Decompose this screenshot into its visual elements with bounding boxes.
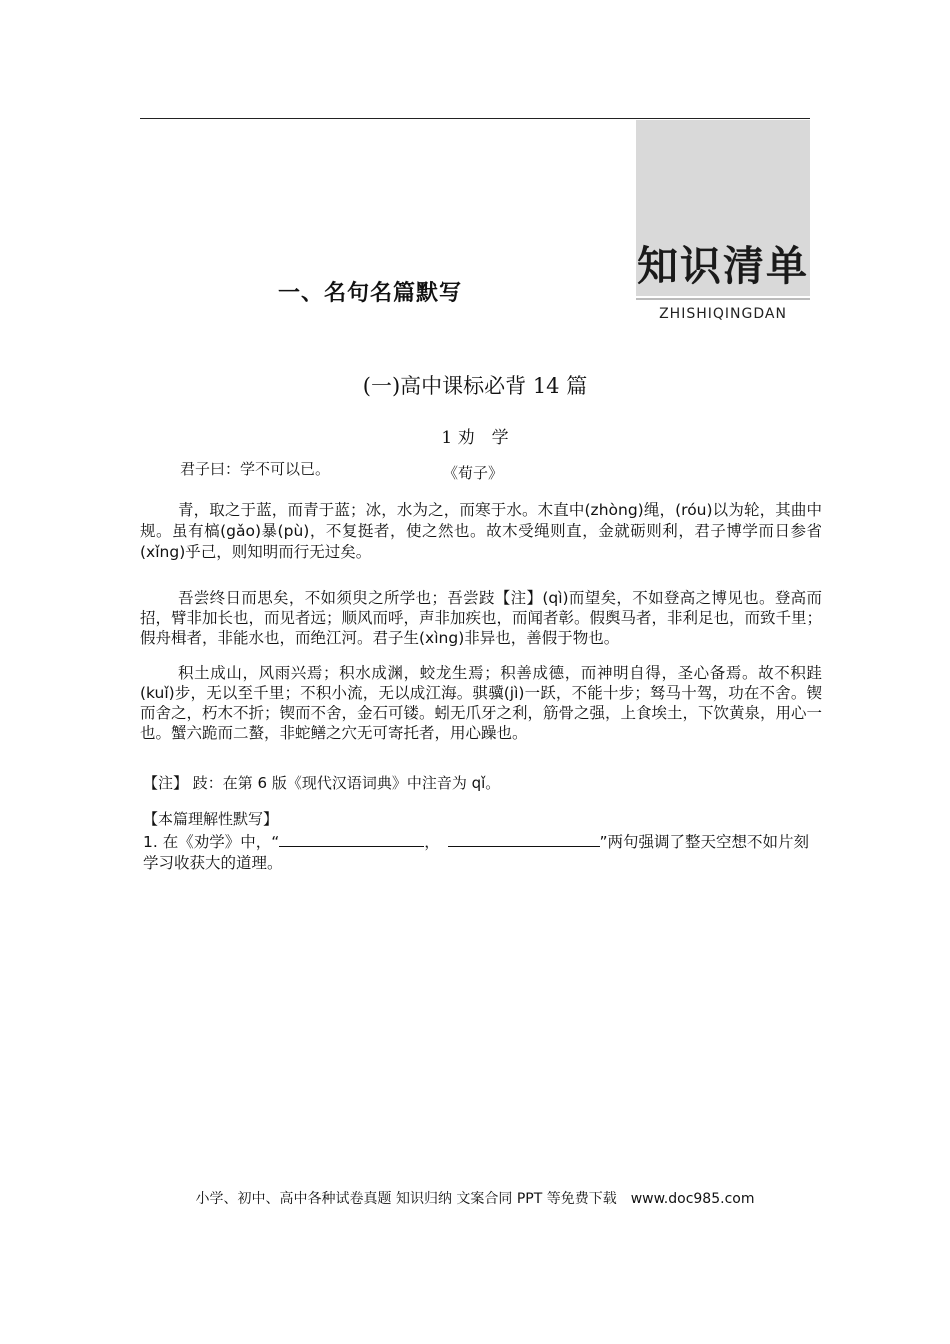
exercise-heading: 【本篇理解性默写】 [143, 810, 279, 828]
paragraph-3: 积土成山，风雨兴焉；积水成渊，蛟龙生焉；积善成德，而神明自得，圣心备焉。故不积跬(kuǐ)步，无以至千里；不积小流，无以成江海。骐骥(jì)一跃，不能十步；驽马十驾，功在不舍。锲而舍之，朽木不折；锲而不舍，金石可镂。蚓无爪牙之利，筋骨之强，上食埃土，下饮黄泉，用心一也。蟹六跪而二螯，非蛇鳝之穴无可寄托者，用心躁也。 [140, 664, 823, 742]
badge-divider [636, 298, 810, 300]
question-prefix: 1. 在《劝学》中，“ [143, 833, 280, 851]
paragraph-2: 吾尝终日而思矣，不如须臾之所学也；吾尝跂【注】(qì)而望矣，不如登高之博见也。登高而招，臂非加长也，而见者远；顺风而呼，声非加疾也，而闻者彰。假舆马者，非利足也，而致千里；假舟楫者，非能水也，而绝江河。君子生(xìng)非异也，善假于物也。 [140, 589, 823, 647]
section-title: 一、名句名篇默写 [278, 280, 463, 306]
annotation-note: 【注】 跂：在第 6 版《现代汉语词典》中注音为 qǐ。 [143, 774, 501, 792]
answer-blank-2[interactable] [448, 832, 600, 847]
opening-line: 君子曰：学不可以已。 [180, 460, 331, 478]
badge-subtitle: ZHISHIQINGDAN [659, 306, 787, 322]
header-badge [636, 120, 810, 296]
answer-blank-1[interactable] [279, 832, 424, 847]
question-1 [143, 832, 813, 874]
badge-title: 知识清单 [637, 242, 809, 290]
author: 《荀子》 [443, 464, 504, 482]
subsection-title: (一)高中课标必背 14 篇 [362, 374, 588, 398]
poem-title: 1 劝 学 [441, 428, 509, 448]
top-rule [140, 118, 810, 119]
question-suffix: ”两句强调了整天空想不如片刻学习收获大的道理。 [143, 833, 810, 872]
page-footer: 小学、初中、高中各种试卷真题 知识归纳 文案合同 PPT 等免费下载 www.doc985.com [195, 1191, 755, 1207]
paragraph-1: 青，取之于蓝，而青于蓝；冰，水为之，而寒于水。木直中(zhòng)绳，(róu)以为轮，其曲中规。虽有槁(gǎo)暴(pù)，不复挺者，使之然也。故木受绳则直，金就砺则利，君子博学而日参省(xǐng)乎己，则知明而行无过矣。 [140, 501, 822, 561]
question-separator: ， [424, 833, 433, 851]
